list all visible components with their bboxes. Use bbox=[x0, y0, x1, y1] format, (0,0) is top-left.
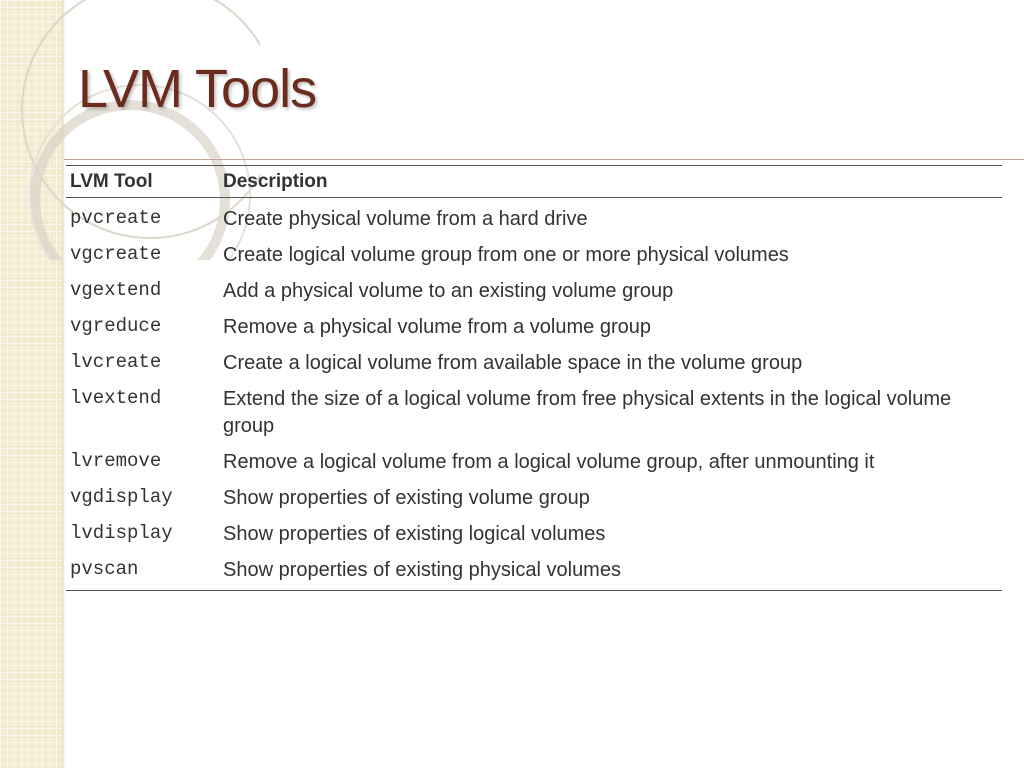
table-header-row bbox=[66, 166, 1002, 198]
table-row bbox=[66, 481, 1002, 517]
tool-name: pvscan bbox=[70, 558, 139, 580]
tool-name: lvcreate bbox=[70, 351, 162, 373]
table-row bbox=[66, 445, 1002, 481]
tool-name: pvcreate bbox=[70, 207, 162, 229]
table-row bbox=[66, 198, 1002, 239]
table-row bbox=[66, 553, 1002, 591]
table-row bbox=[66, 517, 1002, 553]
table-row bbox=[66, 238, 1002, 274]
table-row bbox=[66, 310, 1002, 346]
tool-description: Create a logical volume from available space in the volume group bbox=[223, 352, 803, 374]
tool-description: Show properties of existing logical volumes bbox=[223, 523, 606, 545]
tool-description: Create physical volume from a hard drive bbox=[223, 208, 588, 230]
tool-name: vgdisplay bbox=[70, 486, 173, 508]
tool-name: vgcreate bbox=[70, 243, 162, 265]
tool-name: vgreduce bbox=[70, 315, 162, 337]
tool-description: Show properties of existing volume group bbox=[223, 487, 590, 509]
tool-description: Remove a logical volume from a logical volume group, after unmounting it bbox=[223, 451, 875, 473]
tool-description: Show properties of existing physical volumes bbox=[223, 559, 621, 581]
tool-description: Create logical volume group from one or more physical volumes bbox=[223, 244, 789, 266]
tool-description: Remove a physical volume from a volume group bbox=[223, 316, 651, 338]
tool-name: lvdisplay bbox=[70, 522, 173, 544]
table-row bbox=[66, 346, 1002, 382]
table-row bbox=[66, 274, 1002, 310]
lvm-tools-table-container bbox=[66, 165, 1002, 591]
column-header-tool: LVM Tool bbox=[66, 166, 219, 198]
slide-title: LVM Tools bbox=[78, 59, 317, 119]
tool-name: vgextend bbox=[70, 279, 162, 301]
table-row bbox=[66, 382, 1002, 445]
tool-name: lvremove bbox=[70, 450, 162, 472]
tool-name: lvextend bbox=[70, 387, 162, 409]
tool-description: Extend the size of a logical volume from free physical extents in the logical volume group bbox=[223, 388, 952, 437]
lvm-tools-table bbox=[66, 165, 1002, 591]
column-header-description: Description bbox=[219, 166, 1002, 198]
title-divider bbox=[64, 159, 1024, 160]
tool-description: Add a physical volume to an existing volume group bbox=[223, 280, 674, 302]
